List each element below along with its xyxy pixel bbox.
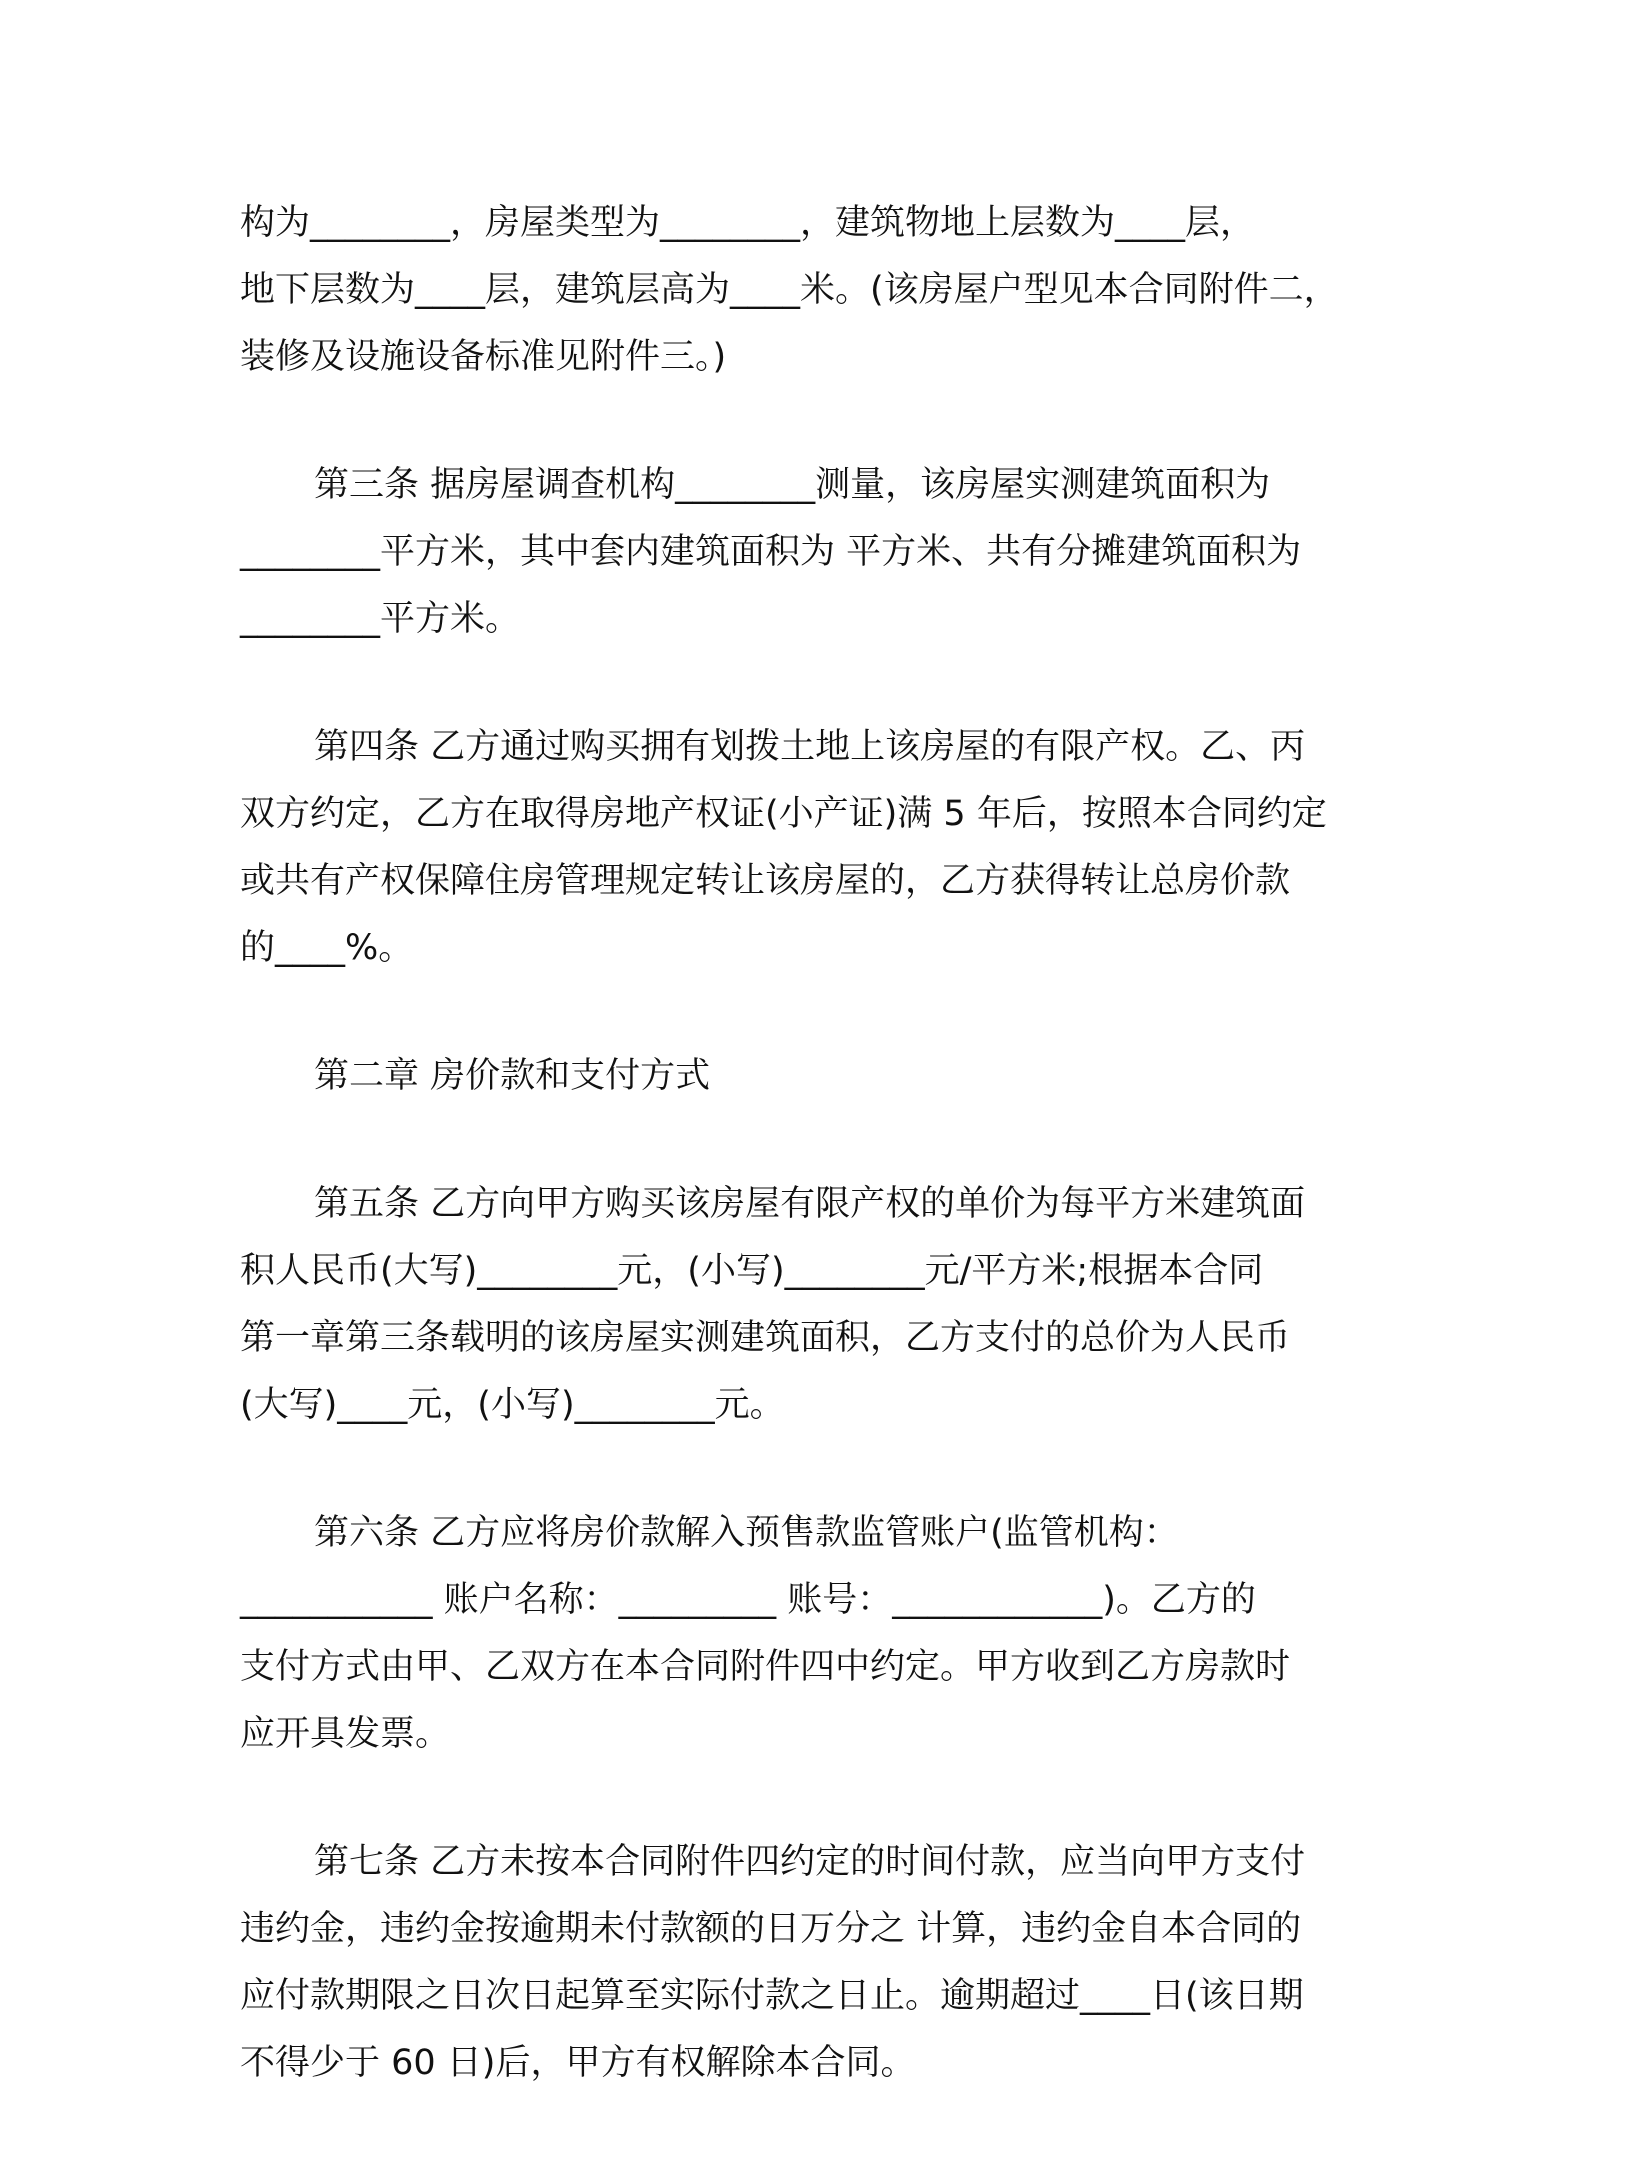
text-line: ________平方米。 [240, 599, 521, 639]
text-line: ________平方米，其中套内建筑面积为 平方米、共有分摊建筑面积为 [240, 532, 1302, 572]
text-line: 第四条 乙方通过购买拥有划拨土地上该房屋的有限产权。乙、丙 [314, 727, 1306, 767]
paragraph-continuation [240, 190, 1420, 391]
text-line: 应付款期限之日次日起算至实际付款之日止。逾期超过____日(该日期 [240, 1976, 1304, 2016]
text-line: 地下层数为____层，建筑层高为____米。(该房屋户型见本合同附件二， [240, 270, 1339, 310]
text-line: 第五条 乙方向甲方购买该房屋有限产权的单价为每平方米建筑面 [314, 1184, 1306, 1224]
text-line: 第七条 乙方未按本合同附件四约定的时间付款，应当向甲方支付 [314, 1842, 1306, 1882]
text-line: (大写)____元，(小写)________元。 [240, 1385, 785, 1425]
text-line: 不得少于 60 日)后，甲方有权解除本合同。 [240, 2043, 916, 2083]
text-line: 支付方式由甲、乙双方在本合同附件四中约定。甲方收到乙方房款时 [240, 1647, 1291, 1687]
text-line: 或共有产权保障住房管理规定转让该房屋的，乙方获得转让总房价款 [240, 861, 1291, 901]
text-line: 第六条 乙方应将房价款解入预售款监管账户(监管机构： [314, 1513, 1179, 1553]
text-line: ___________ 账户名称：_________ 账号：____________)。乙方的 [240, 1580, 1256, 1620]
text-line: 第一章第三条载明的该房屋实测建筑面积，乙方支付的总价为人民币 [240, 1318, 1291, 1358]
article-3 [240, 452, 1420, 653]
article-6 [240, 1500, 1420, 1768]
text-line: 第三条 据房屋调查机构________测量，该房屋实测建筑面积为 [314, 465, 1271, 505]
chapter-heading: 第二章 房价款和支付方式 [314, 1056, 711, 1096]
text-line: 积人民币(大写)________元，(小写)________元/平方米;根据本合同 [240, 1251, 1264, 1291]
text-line: 应开具发票。 [240, 1714, 451, 1754]
document-body [240, 190, 1420, 2158]
text-line: 构为________，房屋类型为________，建筑物地上层数为____层， [240, 203, 1256, 243]
article-5 [240, 1171, 1420, 1439]
text-line: 违约金，违约金按逾期未付款额的日万分之 计算，违约金自本合同的 [240, 1909, 1302, 1949]
text-line: 双方约定，乙方在取得房地产权证(小产证)满 5 年后，按照本合同约定 [240, 794, 1327, 834]
article-4 [240, 714, 1420, 982]
text-line: 装修及设施设备标准见附件三。) [240, 337, 727, 377]
text-line: 的____%。 [240, 928, 414, 968]
article-7 [240, 1829, 1420, 2097]
